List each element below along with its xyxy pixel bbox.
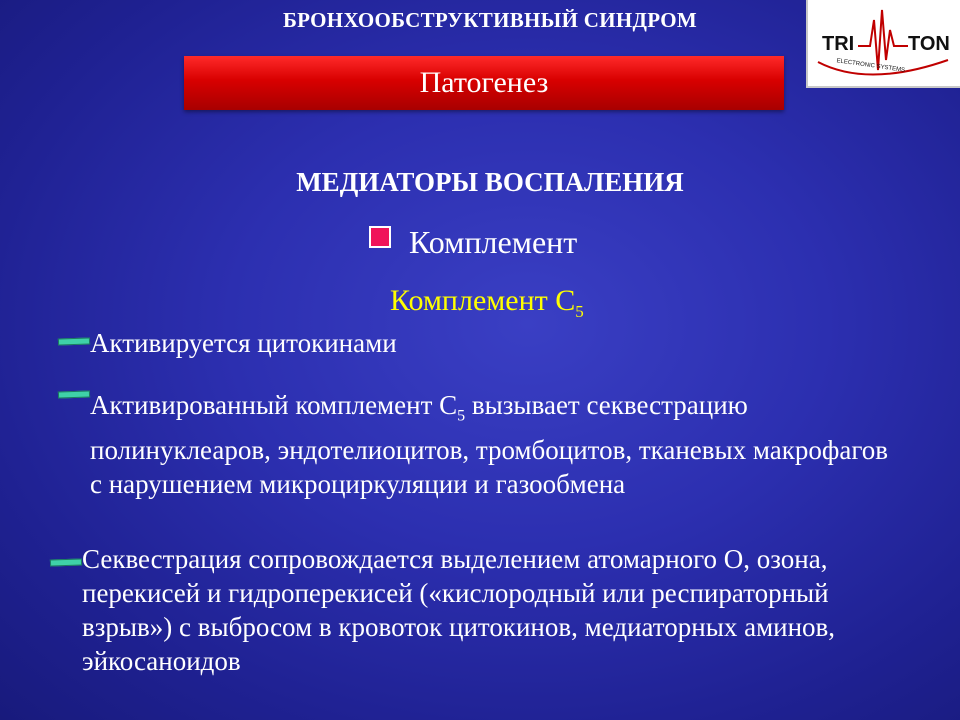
list-item-2 [90, 388, 890, 501]
pathogenesis-banner [184, 56, 784, 110]
list-item-2-subscript: 5 [457, 407, 466, 425]
list-item-2-text-after: вызывает секвестрацию полинуклеаров, эндотелиоцитов, тромбоцитов, тканевых макрофагов с нарушением микроциркуляции и газообмена [90, 390, 889, 500]
section-title: МЕДИАТОРЫ ВОСПАЛЕНИЯ [296, 167, 684, 197]
dash-bullet-icon [58, 337, 90, 345]
complement-c5-subscript: 5 [575, 302, 584, 321]
list-item-1 [90, 326, 910, 360]
banner-text: Патогенез [419, 66, 549, 99]
logo-waveform [858, 10, 908, 70]
complement-c5-text: Комплемент С [390, 284, 576, 317]
square-bullet-icon [369, 226, 391, 248]
dash-bullet-icon [50, 558, 82, 566]
dash-bullet-icon [58, 390, 90, 398]
logo-graphic [808, 0, 960, 86]
tritron-logo [806, 0, 960, 88]
logo-tagline: ELECTRONIC SYSTEMS [836, 58, 906, 74]
complement-heading: Комплемент [409, 224, 578, 260]
list-item-2-text-before: Активированный комплемент С [90, 390, 458, 420]
logo-brand-right: TON [908, 33, 950, 55]
slide-header-title: БРОНХООБСТРУКТИВНЫЙ СИНДРОМ [282, 8, 697, 32]
logo-brand-left: TRI [822, 33, 855, 55]
list-item-3-text: Секвестрация сопровождается выделением атомарного О, озона, перекисей и гидроперекисей («кислородный или респираторный взрыв») с выбросом в кровоток цитокинов, медиаторных аминов, эйкосаноидов [82, 544, 836, 676]
list-item-1-text: Активируется цитокинами [90, 328, 397, 358]
list-item-3 [82, 542, 902, 678]
complement-c5-heading [390, 284, 584, 322]
